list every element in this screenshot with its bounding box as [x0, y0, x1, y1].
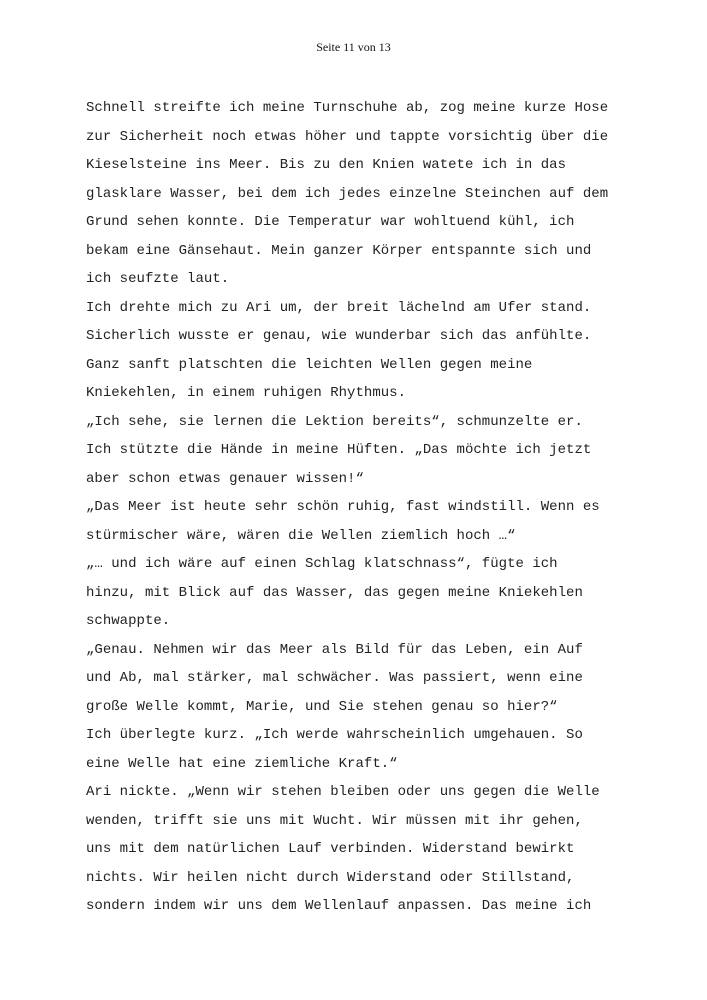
text-line: „… und ich wäre auf einen Schlag klatschnass“, fügte ich [86, 556, 558, 572]
text-line: sondern indem wir uns dem Wellenlauf anpassen. Das meine ich [86, 898, 592, 914]
text-line: zur Sicherheit noch etwas höher und tappte vorsichtig über die [86, 128, 609, 145]
text-line: Sicherlich wusste er genau, wie wunderbar sich das anfühlte. [86, 328, 592, 344]
text-line: und Ab, mal stärker, mal schwächer. Was passiert, wenn eine [86, 670, 583, 686]
text-line: „Genau. Nehmen wir das Meer als Bild für das Leben, ein Auf [86, 641, 583, 658]
text-line: Kniekehlen, in einem ruhigen Rhythmus. [86, 385, 407, 401]
text-line: glasklare Wasser, bei dem ich jedes einzelne Steinchen auf dem [86, 185, 609, 202]
text-line: nichts. Wir heilen nicht durch Widerstand oder Stillstand, [86, 869, 575, 886]
text-line: Kieselsteine ins Meer. Bis zu den Knien watete ich in das [86, 157, 567, 173]
text-line: Grund sehen konnte. Die Temperatur war wohltuend kühl, ich [86, 214, 575, 230]
text-line: Schnell streifte ich meine Turnschuhe ab, zog meine kurze Hose [86, 100, 609, 116]
text-line: „Ich sehe, sie lernen die Lektion bereits“, schmunzelte er. [86, 413, 583, 430]
text-line: Ich stützte die Hände in meine Hüften. „Das möchte ich jetzt [86, 442, 592, 458]
text-line: hinzu, mit Blick auf das Wasser, das gegen meine Kniekehlen [86, 584, 583, 601]
text-line: Ich drehte mich zu Ari um, der breit lächelnd am Ufer stand. [86, 299, 592, 316]
text-line: „Das Meer ist heute sehr schön ruhig, fast windstill. Wenn es [86, 499, 600, 515]
text-line: stürmischer wäre, wären die Wellen ziemlich hoch …“ [86, 527, 516, 544]
text-line: Ich überlegte kurz. „Ich werde wahrscheinlich umgehauen. So [86, 727, 583, 743]
text-line: aber schon etwas genauer wissen!“ [86, 470, 364, 487]
text-line: uns mit dem natürlichen Lauf verbinden. Widerstand bewirkt [86, 841, 575, 857]
text-line: wenden, trifft sie uns mit Wucht. Wir müssen mit ihr gehen, [86, 812, 583, 829]
text-line: Ari nickte. „Wenn wir stehen bleiben oder uns gegen die Welle [86, 784, 600, 800]
text-line: ich seufzte laut. [86, 271, 230, 287]
text-line: eine Welle hat eine ziemliche Kraft.“ [86, 755, 398, 772]
body-text [86, 94, 646, 921]
text-line: bekam eine Gänsehaut. Mein ganzer Körper entspannte sich und [86, 242, 592, 259]
text-line: große Welle kommt, Marie, und Sie stehen genau so hier?“ [86, 698, 558, 715]
text-line: Ganz sanft platschten die leichten Wellen gegen meine [86, 356, 533, 373]
page-number-header: Seite 11 von 13 [316, 40, 391, 54]
text-line: schwappte. [86, 613, 171, 629]
